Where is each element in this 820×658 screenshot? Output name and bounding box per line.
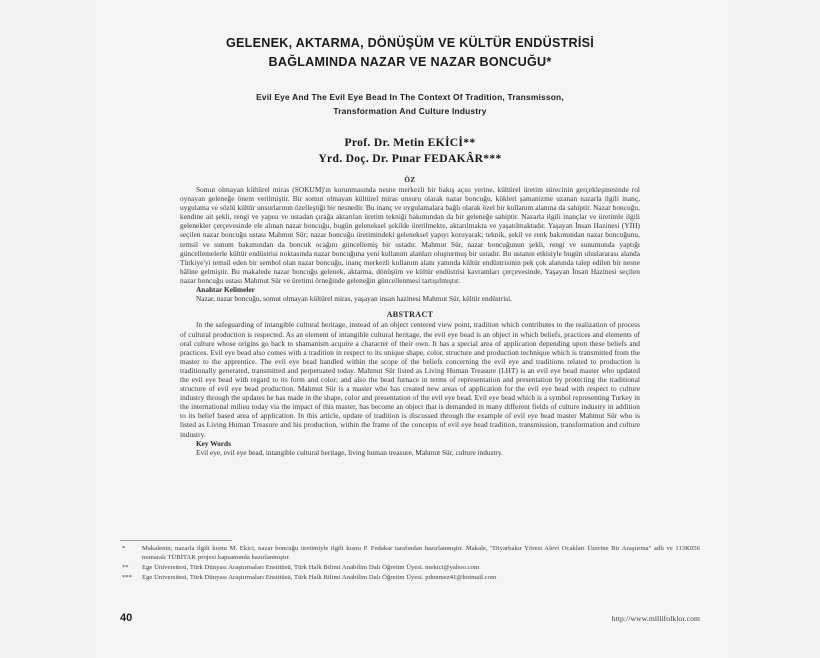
author-name-2: Yrd. Doç. Dr. Pınar FEDAKÂR*** xyxy=(318,152,502,165)
page-title xyxy=(175,34,645,72)
title-en-line-2: Transformation And Culture Industry xyxy=(333,106,487,116)
footnote-item xyxy=(120,574,700,583)
keywords-tr-label: Anahtar Kelimeler xyxy=(196,285,255,295)
footnote-text: Ege Üniversitesi, Türk Dünyası Araştırmaları Enstitüsü, Türk Halk Bilimi Anabilim Dalı Öğretim Üyesi. mekici@yahoo.com xyxy=(142,563,480,571)
journal-url: http://www.millifolklor.com xyxy=(611,614,700,623)
footnote-marker: * xyxy=(122,545,126,552)
author-name-1: Prof. Dr. Metin EKİCİ** xyxy=(344,136,476,149)
abstract-tr-body xyxy=(180,185,640,285)
title-en-line-1: Evil Eye And The Evil Eye Bead In The Context Of Tradition, Transmisson, xyxy=(256,92,564,102)
footnote-block xyxy=(120,540,700,584)
footnote-item xyxy=(120,564,700,573)
keywords-en-label: Key Words xyxy=(196,438,231,448)
abstract-tr-heading: ÖZ xyxy=(404,176,416,184)
footnote-separator-rule xyxy=(120,540,232,541)
author-block xyxy=(120,135,700,167)
abstract-en-heading: ABSTRACT xyxy=(386,310,434,320)
paper-sheet xyxy=(92,0,728,658)
footnote-text: Ege Üniversitesi, Türk Dünyası Araştırmaları Enstitüsü, Türk Halk Bilimi Anabilim Dalı Öğretim Üyesi. pdonmez41@hotmail.com xyxy=(142,573,497,581)
abstract-en-body xyxy=(180,320,640,438)
keywords-en-list: Evil eye, evil eye bead, intangible cultural heritage, living human treasure, Mahmut Sür, culture industry. xyxy=(196,447,503,457)
abstract-en-paragraph: In the safeguarding of intangible cultural heritage, instead of an object centered view point, tradition which contributes to the realization of process of cultural production is respected. As an element of intangible cultural heritage, the evil eye bead is an object in which beliefs, practices and elements of oral culture whose origins go back to shamanism acquire a character of their own. It has a special area of application depending upon these beliefs and practices. Evil eye bead also comes with a tradition in respect to its unique shape, color, structure and production technique which is transmitted from the master to the apprentice. The evil eye bead handled within the scope of the beliefs concerning the evil eye and traditions related to production is traditionally generated, transmitted and perpetuated today. Mahmut Sür listed as Living Human Treasure (LHT) is an evil eye bead master who updated the evil eye bead with regard to its form and color; and also the bead furnace in terms of representation and presentation by protecting the traditional structure of evil eye bead production. Mahmut Sür is a master who has created new areas of application for the evil eye bead with respect to culture industry through the updates he has made in the shape, color and presentation of the evil eye bead. Evil eye bead which is a symbol representing Turkey in the international milieu today via the impact of this master, has become an object that is demanded in many different fields of culture industry in addition to its belief based area of application. In this article, update of tradition is discussed through the example of evil eye bead master Mahmut Sür who is listed as Living Human Treasure and his production, within the frame of the concepts of evil eye bead tradition, transmission, transformation and culture industry. xyxy=(180,320,640,439)
abstract-tr-paragraph: Somut olmayan kültürel miras (SOKUM)'ın korunmasında nesne merkezli bir bakış açısı yerine, kültürel üretim sürecinin gerçekleşmesinde rol oynayan geleneğe önem verilmiştir. Bir somut olmayan kültürel miras unsuru olarak nazar boncuğu, kökleri şamanizme uzanan nazarla ilgili inanç, uygulama ve sözlü kültür unsurlarının özelleştiği bir nesnedir. Bu inanç ve uygulamalara bağlı olarak özel bir kullanım alanına da sahiptir. Nazar boncuğu, kendine ait şekli, rengi ve yapısı ve ustadan çırağa aktarılan üretim tekniği bakımından da bir geleneğe sahiptir. Nazarla ilgili inançlar ve üretimle ilgili gelenekler çerçevesinde ele alınan nazar boncuğu, bugün geleneksel şekilde üretilmekte, aktarılmakta ve yaşatılmaktadır. Yaşayan İnsan Hazinesi (YİH) seçilen nazar boncuğu ustası Mahmut Sür; nazar boncuğu üretimindeki geleneksel yapıyı koruyarak; teknik, şekil ve renk bakımından nazar boncuğunu, temsil ve sunum bakımından da boncuk ocağını güncellemiş bir ustadır. Mahmut Sür, nazar boncuğunun şekli, rengi ve sunumunda yaptığı güncellemelerle kültür endüstrisi noktasında nazar boncuğuna yeni kullanım alanları oluşturmuş bir ustadır. Bu ustanın etkisiyle bugün uluslararası alanda Türkiye'yi temsil eden bir sembol olan nazar boncuğu, inanç merkezli kullanım alanı yanında kültür endüstrisinin pek çok alanında talep edilen bir nesne hâline gelmiştir. Bu makalede nazar boncuğu gelenek, aktarma, dönüşüm ve kültür endüstrisi kavramları çerçevesinde, Yaşayan İnsan Hazinesi seçilen nazar boncuğu ustası Mahmut Sür ve üretimi örneğinde geleneğin güncellenmesi tartışılmıştır. xyxy=(180,185,640,285)
page-number: 40 xyxy=(120,612,133,624)
title-tr-line-1: GELENEK, AKTARMA, DÖNÜŞÜM VE KÜLTÜR ENDÜSTRİSİ xyxy=(225,36,595,50)
footnote-item xyxy=(120,545,700,562)
footnote-marker: *** xyxy=(122,573,132,581)
page-content xyxy=(120,34,700,457)
footnote-marker: ** xyxy=(122,563,129,571)
page-subtitle xyxy=(195,90,625,118)
title-tr-line-2: BAĞLAMINDA NAZAR VE NAZAR BONCUĞU* xyxy=(268,55,552,69)
keywords-tr-list: Nazar, nazar boncuğu, somut olmayan kültürel miras, yaşayan insan hazinesi Mahmut Sür, kültür endüstrisi. xyxy=(196,294,512,304)
page-footer xyxy=(120,612,700,624)
footnote-text: Makalenin; nazarla ilgili kısmı M. Ekici, nazar boncuğu üretimiyle ilgili kısmı P. Fedakar tarafından hazırlanmıştır. Makale, "Diyarbakır Yöresi Alevi Ocakları Üzerine Bir Araştırma" adlı ve 113K056 numaralı TÜBİTAK projesi kapsamında hazırlanmıştır. xyxy=(142,545,700,561)
